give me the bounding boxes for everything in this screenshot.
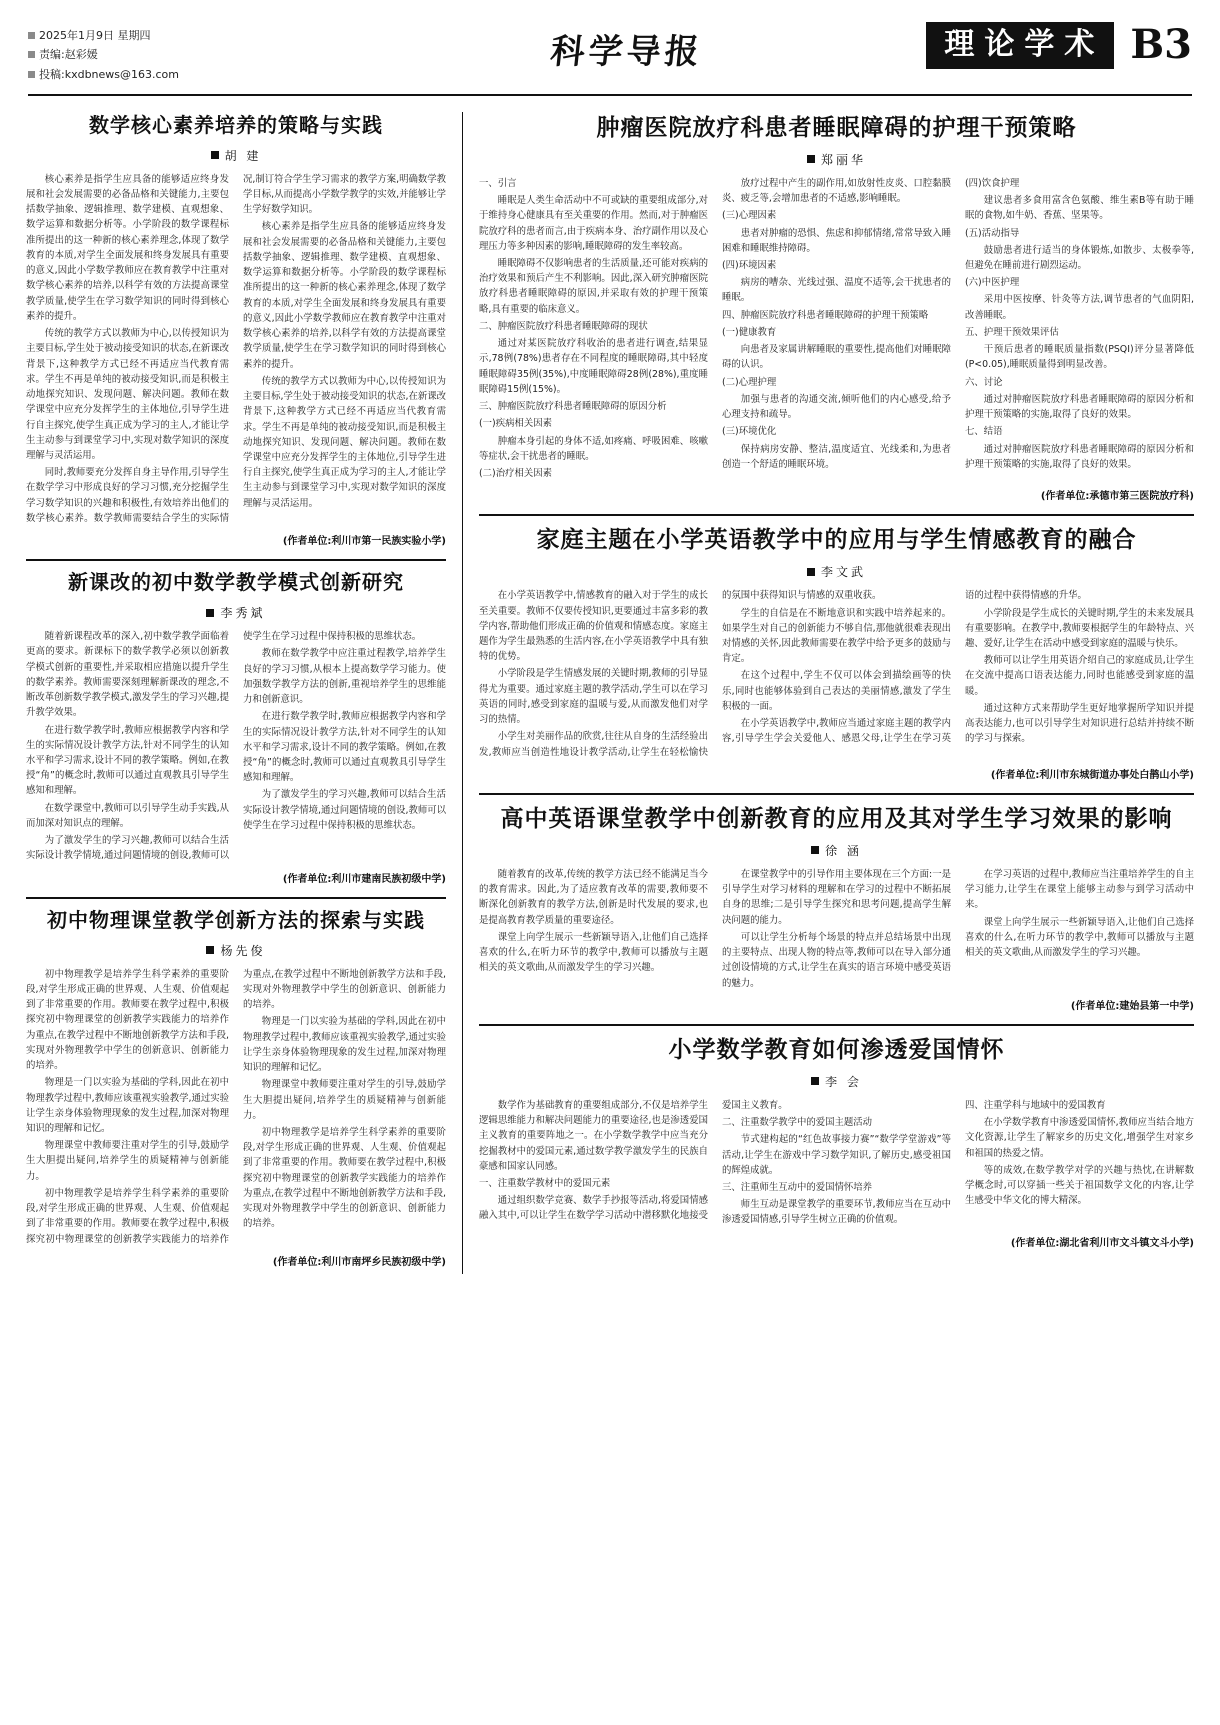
author-name: 李文武	[820, 565, 866, 580]
article-signature: (作者单位:承德市第三医院放疗科)	[1040, 491, 1194, 503]
section-heading: 六、讨论	[965, 376, 1003, 388]
square-bullet-icon	[28, 32, 35, 39]
square-bullet-icon	[206, 946, 214, 954]
article-byline	[479, 1073, 1194, 1090]
article-sleep-disorder-nursing	[479, 112, 1194, 503]
paragraph: 向患者及家属讲解睡眠的重要性,提高他们对睡眠障碍的认识。	[722, 344, 951, 371]
paper-name: 科学导报	[548, 32, 705, 72]
paragraph: 在课堂教学中的引导作用主要体现在三个方面:一是引导学生对学习材料的理解和在学习的过程中不断拓展自身的思维;二是引导学生探究和思考问题,提高学生解决问题的能力。	[722, 868, 951, 926]
paragraph: 小学生对美丽作品的欣赏,往往从自身的生活经验出发,教师应当创造性地设计教学活动,让学生在轻松愉快的氛围中获得知识与情感的双重收获。	[479, 590, 882, 758]
paragraph: 小学阶段是学生成长的关键时期,学生的未来发展具有重要影响。在教学中,教师要根据学生的年龄特点、兴趣、爱好,让学生在活动中感受到家庭的温暖与快乐。	[965, 607, 1194, 649]
article-signature: (作者单位:利川市东城街道办事处白鹊山小学)	[990, 769, 1194, 781]
section-heading: 五、护理干预效果评估	[965, 326, 1059, 338]
page-content	[0, 96, 1220, 1298]
paragraph: 通过这种方式来帮助学生更好地掌握所学知识并提高表达能力,也可以引导学生对知识进行总结并持续不断的学习与探索。	[965, 702, 1194, 745]
paragraph: 随着教育的改革,传统的教学方法已经不能满足当今的教育需求。因此,为了适应教育改革的需要,教师要不断深化创新教育的教学方法,创新是时代发展的要求,也是提高教育教学质量的重要途径。	[479, 868, 708, 926]
masthead	[0, 0, 1220, 90]
paragraph: 为了激发学生的学习兴趣,教师可以结合生活实际设计教学情境,通过问题情境的创设,教师可以使学生在学习过程中保持积极的思维状态。	[26, 631, 422, 862]
subsection-heading: (四)饮食护理	[965, 177, 1020, 189]
article-math-core-literacy	[26, 112, 446, 547]
section-heading: 二、注重数学教学中的爱国主题活动	[722, 1117, 873, 1129]
paragraph: 课堂上向学生展示一些新颖导语入,让他们自己选择喜欢的什么,在听力环节的教学中,教师可以播放与主题相关的英文歌曲,从而激发学生的学习兴趣。	[479, 931, 708, 974]
article-divider	[479, 1024, 1194, 1026]
article-title: 数学核心素养培养的策略与实践	[89, 112, 383, 137]
paragraph: 保持病房安静、整洁,温度适宜、光线柔和,为患者创造一个舒适的睡眠环境。	[722, 443, 951, 470]
section-heading: 二、肿瘤医院放疗科患者睡眠障碍的现状	[479, 320, 648, 332]
subsection-heading: (二)心理护理	[722, 376, 777, 388]
author-name: 李秀斌	[220, 606, 266, 621]
author-name: 郑丽华	[820, 152, 866, 167]
subsection-heading: (三)心理因素	[722, 210, 777, 222]
paragraph: 等的成效,在数学教学对学的兴趣与热忱,在讲解数学概念时,可以穿插一些关于祖国数学文化的内容,让学生感受中华文化的博大精深。	[965, 1164, 1194, 1207]
article-signature: (作者单位:建始县第一中学)	[1070, 1000, 1194, 1012]
subsection-heading: (一)健康教育	[722, 326, 777, 338]
paragraph: 初中物理教学是培养学生科学素养的重要阶段,对学生形成正确的世界观、人生观、价值观起到了非常重要的作用。教师要在教学过程中,积极探究初中物理课堂的创新教学实践能力的培养作为重点,在教学过程中不断地创新教学方法和手段,实现对外物理教学中学生的创新意识、创新能力的培养。	[26, 968, 446, 1245]
section-heading: 三、肿瘤医院放疗科患者睡眠障碍的原因分析	[479, 401, 667, 413]
paragraph: 肿瘤本身引起的身体不适,如疼痛、呼吸困难、咳嗽等症状,会干扰患者的睡眠。	[479, 435, 708, 462]
masthead-date: 2025年1月9日 星期四	[39, 29, 151, 42]
subsection-heading: (四)环境因素	[722, 259, 777, 271]
paragraph: 建议患者多食用富含色氨酸、维生素B等有助于睡眠的食物,如牛奶、香蕉、坚果等。	[965, 195, 1194, 222]
masthead-info	[28, 22, 328, 84]
article-byline	[479, 563, 1194, 580]
paragraph: 同时,教师要充分发挥自身主导作用,引导学生在数学学习中形成良好的学习习惯,充分挖掘学生学习数学知识的兴趣和积极性,有效培养出他们的数学核心素养。数学教师需要结合学生的实际情况,制订符合学生学习需求的教学方案,明确数学教学目标,从而提高小学数学教学的实效,并能够让学生学好数学知识。	[26, 173, 446, 524]
author-name: 李 会	[825, 1074, 862, 1089]
article-physics-innovation	[26, 907, 446, 1268]
article-byline	[479, 151, 1194, 168]
paragraph: 物理课堂中教师要注重对学生的引导,鼓励学生大胆提出疑问,培养学生的质疑精神与创新能力。	[26, 1140, 229, 1182]
paragraph: 核心素养是指学生应具备的能够适应终身发展和社会发展需要的必备品格和关键能力,主要包括数学抽象、逻辑推理、数学建模、直观想象、数学运算和数据分析等。小学阶段的数学课程标准所提出的这一种新的核心素养理念,体现了数学教育的本质,对学生全面发展和终身发展具有重要的意义,因此小学数学教师应在教育教学中注重对数学核心素养的培养,以科学有效的方法提高课堂教学质量,使学生在学习数学知识的同时得到核心素养的提升。	[243, 221, 446, 370]
article-body	[479, 176, 1194, 481]
page-number: B3	[1130, 21, 1192, 69]
section-heading: 一、注重数学教材中的爱国元素	[479, 1178, 611, 1190]
paragraph: 在学习英语的过程中,教师应当注重培养学生的自主学习能力,让学生在课堂上能够主动参与到学习活动中来。	[965, 868, 1194, 911]
article-signature: (作者单位:利川市建南民族初级中学)	[282, 873, 446, 885]
article-divider	[479, 514, 1194, 516]
right-column	[479, 106, 1194, 1280]
paragraph: 核心素养是指学生应具备的能够适应终身发展和社会发展需要的必备品格和关键能力,主要包括数学抽象、逻辑推理、数学建模、直观想象、数学运算和数据分析等。小学阶段的数学课程标准所提出的这一种新的核心素养理念,体现了数学教育的本质,对学生全面发展和终身发展具有重要的意义,因此小学数学教师应在教育教学中注重对数学核心素养的培养,以科学有效的方法提高课堂教学质量,使学生在学习数学知识的同时得到核心素养的提升。	[26, 173, 229, 322]
square-bullet-icon	[206, 609, 214, 617]
article-body	[479, 588, 1194, 760]
paragraph: 放疗过程中产生的副作用,如放射性皮炎、口腔黏膜炎、疲乏等,会增加患者的不适感,影响睡眠。	[722, 177, 951, 205]
paragraph: 通过对肿瘤医院放疗科患者睡眠障碍的原因分析和护理干预策略的实施,取得了良好的效果。	[965, 443, 1194, 470]
article-title: 初中物理课堂教学创新方法的探索与实践	[47, 907, 425, 932]
section-heading: 四、肿瘤医院放疗科患者睡眠障碍的护理干预策略	[722, 309, 929, 321]
masthead-editor: 责编:赵彩媛	[39, 48, 98, 62]
masthead-date-row	[28, 26, 328, 45]
paragraph: 传统的教学方式以教师为中心,以传授知识为主要目标,学生处于被动接受知识的状态,在新课改背景下,这种教学方式已经不再适应当代教育需求。学生不再是单纯的被动接受知识,而是积极主动地探究知识、发现问题、解决问题。教师在数学课堂中应充分发挥学生的主体地位,引导学生进行自主探究,使学生真正成为学习的主人,才能让学生主动参与到课堂学习中,实现对数学知识的深度理解与灵活运用。	[26, 328, 229, 461]
square-bullet-icon	[811, 846, 819, 854]
subsection-heading: (一)疾病相关因素	[479, 418, 552, 430]
paragraph: 物理课堂中教师要注重对学生的引导,鼓励学生大胆提出疑问,培养学生的质疑精神与创新能力。	[243, 1079, 446, 1121]
paragraph: 为了激发学生的学习兴趣,教师可以结合生活实际设计教学情境,通过问题情境的创设,教师可以使学生在学习过程中保持积极的思维状态。	[243, 789, 446, 831]
article-divider	[26, 559, 446, 561]
article-title: 高中英语课堂教学中创新教育的应用及其对学生学习效果的影响	[500, 804, 1173, 832]
article-signature: (作者单位:利川市南坪乡民族初级中学)	[272, 1256, 446, 1268]
paragraph: 数学作为基础教育的重要组成部分,不仅是培养学生逻辑思维能力和解决问题能力的重要途径,也是渗透爱国主义教育的重要阵地之一。在小学数学教学中应当充分挖掘教材中的爱国元素,通过数学教学激发学生的民族自豪感和国家认同感。	[479, 1099, 708, 1172]
paragraph: 干预后患者的睡眠质量指数(PSQI)评分显著降低(P<0.05),睡眠质量得到明显改善。	[965, 344, 1194, 371]
paragraph: 通过对某医院放疗科收治的患者进行调查,结果显示,78例(78%)患者存在不同程度的睡眠障碍,其中轻度睡眠障碍35例(35%),中度睡眠障碍28例(28%),重度睡眠障碍15例(15%)。	[479, 338, 708, 395]
paragraph: 加强与患者的沟通交流,倾听他们的内心感受,给予心理支持和疏导。	[722, 393, 951, 421]
paragraph: 通过组织数学竞赛、数学手抄报等活动,将爱国情感融入其中,可以让学生在数学学习活动中潜移默化地接受爱国主义教育。	[479, 1099, 788, 1222]
article-body	[26, 967, 446, 1247]
article-divider	[479, 793, 1194, 795]
paragraph: 病房的嘈杂、光线过强、温度不适等,会干扰患者的睡眠。	[722, 277, 951, 304]
masthead-editor-row	[28, 45, 328, 64]
article-byline	[479, 842, 1194, 859]
paragraph: 鼓励患者进行适当的身体锻炼,如散步、太极拳等,但避免在睡前进行剧烈运动。	[965, 244, 1194, 271]
paragraph: 采用中医按摩、针灸等方法,调节患者的气血阴阳,改善睡眠。	[965, 294, 1194, 321]
paragraph: 患者对肿瘤的恐惧、焦虑和抑郁情绪,常常导致入睡困难和睡眠维持障碍。	[722, 227, 951, 254]
square-bullet-icon	[807, 155, 815, 163]
paragraph: 在数学课堂中,教师可以引导学生动手实践,从而加深对知识点的理解。	[26, 802, 229, 829]
section-badge: 理论学术	[926, 22, 1114, 69]
paragraph: 通过对肿瘤医院放疗科患者睡眠障碍的原因分析和护理干预策略的实施,取得了良好的效果。	[965, 393, 1194, 421]
article-body	[479, 1098, 1194, 1228]
article-signature: (作者单位:湖北省利川市文斗镇文斗小学)	[1010, 1237, 1194, 1249]
paragraph: 教师在数学教学中应注重过程教学,培养学生良好的学习习惯,从根本上提高数学学习能力。使加强数学教学方法的创新,重视培养学生的思维能力和创新意识。	[243, 648, 446, 706]
paragraph: 课堂上向学生展示一些新颖导语入,让他们自己选择喜欢的什么,在听力环节的教学中,教师可以播放与主题相关的英文歌曲,从而激发学生的学习兴趣。	[965, 916, 1194, 959]
article-byline	[26, 942, 446, 959]
subsection-heading: (三)环境优化	[722, 426, 777, 438]
section-heading: 七、结语	[965, 426, 1003, 438]
paragraph: 物理是一门以实验为基础的学科,因此在初中物理教学过程中,教师应该重视实验教学,通过实验让学生亲身体验物理现象的发生过程,加深对物理知识的理解和记忆。	[243, 1016, 446, 1074]
paragraph: 随着新课程改革的深入,初中数学教学面临着更高的要求。新课标下的数学教学必须以创新教学模式创新的重要性,并采取相应措施以提升学生的数学素养。教师需要深刻理解新课改的理念,不断改革创新数学教学模式,激发学生的学习兴趣,提升教学效果。	[26, 631, 229, 719]
paper-name-wrap	[328, 22, 926, 73]
article-byline	[26, 147, 446, 164]
article-divider	[26, 897, 446, 899]
article-signature: (作者单位:利川市第一民族实验小学)	[282, 536, 446, 548]
article-body	[26, 629, 446, 864]
paragraph: 睡眠障碍不仅影响患者的生活质量,还可能对疾病的治疗效果和预后产生不利影响。因此,深入研究肿瘤医院放疗科患者睡眠障碍的原因,并采取有效的护理干预策略,具有重要的临床意义。	[479, 257, 708, 315]
section-heading: 一、引言	[479, 177, 517, 189]
column-divider	[462, 112, 463, 1274]
paragraph: 在这个过程中,学生不仅可以体会到描绘画等的快乐,同时也能够体验到自己表达的美丽情感,激发了学生积极的一面。	[722, 670, 951, 712]
article-highschool-english-innovation	[479, 803, 1194, 1012]
square-bullet-icon	[211, 151, 219, 159]
subsection-heading: (二)治疗相关因素	[479, 468, 552, 480]
left-column	[26, 106, 446, 1280]
paragraph: 教师可以让学生用英语介绍自己的家庭成员,让学生在交流中提高口语表达能力,同时也能感受到家庭的温暖。	[965, 655, 1194, 697]
article-title: 肿瘤医院放疗科患者睡眠障碍的护理干预策略	[596, 113, 1077, 141]
paragraph: 在进行数学教学时,教师应根据教学内容和学生的实际情况设计教学方法,针对不同学生的认知水平和学习需求,设计不同的教学策略。例如,在教授“角”的概念时,教师可以通过直观教具引导学生感知和理解。	[26, 724, 229, 797]
paragraph: 节式建构起的“红色故事接力赛”“数学学堂游戏”等活动,让学生在游戏中学习数学知识,了解历史,感受祖国的辉煌成就。	[722, 1134, 951, 1176]
author-name: 徐 涵	[825, 843, 862, 858]
article-family-theme-english	[479, 524, 1194, 781]
paragraph: 在小学英语教学中,教师应当通过家庭主题的教学内容,引导学生学会关爱他人、感恩父母,让学生在学习英语的过程中获得情感的升华。	[722, 590, 1087, 745]
paragraph: 小学阶段是学生情感发展的关键时期,教师的引导显得尤为重要。通过家庭主题的教学活动,学生可以在学习英语的同时,感受到家庭的温暖与爱,从而激发他们对学习的热情。	[479, 668, 708, 726]
square-bullet-icon	[28, 51, 35, 58]
article-title: 家庭主题在小学英语教学中的应用与学生情感教育的融合	[536, 526, 1137, 554]
square-bullet-icon	[811, 1077, 819, 1085]
masthead-mail: 投稿:kxdbnews@163.com	[39, 67, 180, 81]
paragraph: 传统的教学方式以教师为中心,以传授知识为主要目标,学生处于被动接受知识的状态,在新课改背景下,这种教学方式已经不再适应当代教育需求。学生不再是单纯的被动接受知识,而是积极主动地探究知识、发现问题、解决问题。教师在数学课堂中应充分发挥学生的主体地位,引导学生进行自主探究,使学生真正成为学习的主人,才能让学生主动参与到课堂学习中,实现对数学知识的深度理解与灵活运用。	[243, 375, 446, 509]
section-header	[926, 22, 1192, 69]
article-body	[479, 867, 1194, 991]
author-name: 杨先俊	[220, 943, 266, 958]
paragraph: 师生互动是课堂教学的重要环节,教师应当在互动中渗透爱国情感,引导学生树立正确的价值观。	[722, 1199, 951, 1226]
article-byline	[26, 604, 446, 621]
section-heading: 四、注重学科与地域中的爱国教育	[965, 1099, 1106, 1111]
square-bullet-icon	[28, 71, 35, 78]
paragraph: 初中物理教学是培养学生科学素养的重要阶段,对学生形成正确的世界观、人生观、价值观起到了非常重要的作用。教师要在教学过程中,积极探究初中物理课堂的创新教学实践能力的培养作为重点,在教学过程中不断地创新教学方法和手段,实现对外物理教学中学生的创新意识、创新能力的培养。	[26, 968, 229, 1072]
article-title: 小学数学教育如何渗透爱国情怀	[668, 1035, 1005, 1063]
square-bullet-icon	[807, 568, 815, 576]
masthead-mail-row	[28, 65, 328, 84]
section-heading: 三、注重师生互动中的爱国情怀培养	[722, 1182, 873, 1194]
paragraph: 在进行数学教学时,教师应根据教学内容和学生的实际情况设计教学方法,针对不同学生的认知水平和学习需求,设计不同的教学策略。例如,在教授“角”的概念时,教师可以通过直观教具引导学生感知和理解。	[243, 711, 446, 784]
author-name: 胡 建	[224, 148, 262, 163]
subsection-heading: (六)中医护理	[965, 277, 1020, 289]
paragraph: 可以让学生分析每个场景的特点并总结场景中出现的主要特点、出现人物的特点等,教师可以在导入部分通过创设情境的方式,让学生在真实的语言环境中感受英语的魅力。	[722, 931, 951, 989]
article-body	[26, 172, 446, 526]
article-junior-math-model	[26, 569, 446, 885]
paragraph: 初中物理教学是培养学生科学素养的重要阶段,对学生形成正确的世界观、人生观、价值观起到了非常重要的作用。教师要在教学过程中,积极探究初中物理课堂的创新教学实践能力的培养作为重点,在教学过程中不断地创新教学方法和手段,实现对外物理教学中学生的创新意识、创新能力的培养。	[243, 1127, 446, 1230]
paragraph: 物理是一门以实验为基础的学科,因此在初中物理教学过程中,教师应该重视实验教学,通过实验让学生亲身体验物理现象的发生过程,加深对物理知识的理解和记忆。	[26, 1077, 229, 1134]
article-title: 新课改的初中数学教学模式创新研究	[68, 570, 404, 595]
paragraph: 学生的自信是在不断地意识和实践中培养起来的。如果学生对自己的创新能力不够自信,那他就很难表现出对情感的关怀,因此教师需要在教学中给予更多的鼓励与肯定。	[722, 607, 951, 665]
paragraph: 睡眠是人类生命活动中不可或缺的重要组成部分,对于维持身心健康具有至关重要的作用。然而,对于肿瘤医院放疗科的患者而言,由于疾病本身、治疗副作用以及心理压力等多种因素的影响,睡眠障碍的发生率较高。	[479, 195, 708, 252]
paragraph: 在小学数学教育中渗透爱国情怀,教师应当结合地方文化资源,让学生了解家乡的历史文化,增强学生对家乡和祖国的热爱之情。	[965, 1117, 1194, 1159]
article-patriotism-math	[479, 1034, 1194, 1249]
paragraph: 在小学英语教学中,情感教育的融入对于学生的成长至关重要。教师不仅要传授知识,更要通过丰富多彩的教学内容,帮助他们形成正确的价值观和情感态度。家庭主题作为学生最熟悉的生活内容,在小学英语教学中具有独特的优势。	[479, 590, 708, 663]
subsection-heading: (五)活动指导	[965, 227, 1020, 239]
